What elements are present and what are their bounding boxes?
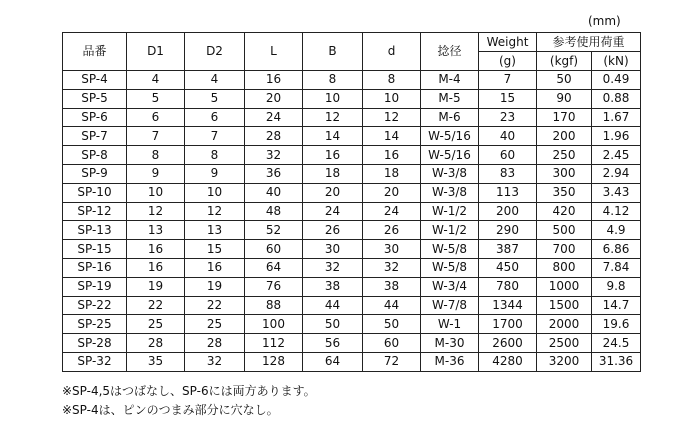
header-b: B [303,33,363,71]
cell-thread: M-6 [421,108,479,127]
cell-d2: 16 [185,258,245,277]
cell-thread: M-30 [421,334,479,353]
cell-d1: 7 [127,127,185,146]
table-row [63,183,641,202]
cell-d1: 25 [127,315,185,334]
cell-d1: 13 [127,221,185,240]
cell-part: SP-19 [63,277,127,296]
cell-weight: 15 [479,89,537,108]
cell-kgf: 50 [537,71,592,90]
cell-b: 16 [303,146,363,165]
header-weight-unit: (g) [479,52,537,71]
table-body [63,71,641,372]
cell-d: 72 [363,352,421,371]
cell-d1: 4 [127,71,185,90]
cell-kgf: 1000 [537,277,592,296]
cell-kgf: 90 [537,89,592,108]
cell-l: 100 [245,315,303,334]
cell-d2: 4 [185,71,245,90]
cell-d1: 9 [127,164,185,183]
table-row [63,108,641,127]
cell-part: SP-6 [63,108,127,127]
cell-part: SP-10 [63,183,127,202]
cell-d2: 12 [185,202,245,221]
cell-b: 14 [303,127,363,146]
cell-kgf: 200 [537,127,592,146]
cell-weight: 40 [479,127,537,146]
cell-kgf: 2000 [537,315,592,334]
cell-thread: M-4 [421,71,479,90]
cell-l: 112 [245,334,303,353]
cell-d1: 16 [127,240,185,259]
cell-part: SP-22 [63,296,127,315]
cell-b: 26 [303,221,363,240]
cell-b: 30 [303,240,363,259]
cell-d2: 13 [185,221,245,240]
cell-thread: M-5 [421,89,479,108]
cell-weight: 83 [479,164,537,183]
cell-d2: 9 [185,164,245,183]
cell-part: SP-13 [63,221,127,240]
cell-d2: 8 [185,146,245,165]
cell-kgf: 250 [537,146,592,165]
cell-d: 60 [363,334,421,353]
cell-b: 64 [303,352,363,371]
table-row [63,277,641,296]
cell-l: 128 [245,352,303,371]
cell-thread: W-3/8 [421,183,479,202]
cell-weight: 1700 [479,315,537,334]
note-2: ※SP-4は、ピンのつまみ部分に穴なし。 [62,403,279,417]
cell-d1: 28 [127,334,185,353]
cell-d1: 35 [127,352,185,371]
cell-d1: 6 [127,108,185,127]
table-row [63,146,641,165]
cell-kn: 1.96 [592,127,641,146]
cell-d1: 22 [127,296,185,315]
cell-weight: 7 [479,71,537,90]
cell-d2: 22 [185,296,245,315]
cell-l: 24 [245,108,303,127]
cell-b: 44 [303,296,363,315]
cell-d: 30 [363,240,421,259]
cell-part: SP-16 [63,258,127,277]
cell-d: 26 [363,221,421,240]
cell-l: 28 [245,127,303,146]
cell-d: 32 [363,258,421,277]
cell-kgf: 1500 [537,296,592,315]
cell-l: 16 [245,71,303,90]
cell-b: 50 [303,315,363,334]
cell-b: 8 [303,71,363,90]
spec-table [62,32,641,372]
cell-kn: 3.43 [592,183,641,202]
cell-weight: 60 [479,146,537,165]
cell-kgf: 800 [537,258,592,277]
header-row-1 [63,33,641,52]
header-d2: D2 [185,33,245,71]
cell-weight: 450 [479,258,537,277]
cell-d1: 10 [127,183,185,202]
cell-b: 12 [303,108,363,127]
cell-l: 48 [245,202,303,221]
cell-kgf: 420 [537,202,592,221]
cell-kgf: 300 [537,164,592,183]
cell-part: SP-28 [63,334,127,353]
cell-kn: 9.8 [592,277,641,296]
note-1: ※SP-4,5はつばなし、SP-6には両方あります。 [62,384,316,398]
header-load-group: 参考使用荷重 [537,33,641,52]
cell-l: 64 [245,258,303,277]
cell-part: SP-15 [63,240,127,259]
table-row [63,258,641,277]
table-row [63,164,641,183]
cell-kgf: 500 [537,221,592,240]
cell-weight: 23 [479,108,537,127]
cell-weight: 1344 [479,296,537,315]
cell-d: 16 [363,146,421,165]
cell-kn: 2.94 [592,164,641,183]
cell-part: SP-25 [63,315,127,334]
cell-kn: 0.88 [592,89,641,108]
cell-l: 32 [245,146,303,165]
cell-part: SP-8 [63,146,127,165]
cell-weight: 2600 [479,334,537,353]
cell-b: 18 [303,164,363,183]
cell-d1: 19 [127,277,185,296]
cell-kn: 7.84 [592,258,641,277]
table-row [63,202,641,221]
table-row [63,89,641,108]
cell-d2: 25 [185,315,245,334]
cell-kn: 4.9 [592,221,641,240]
header-l: L [245,33,303,71]
cell-kgf: 700 [537,240,592,259]
header-d1: D1 [127,33,185,71]
cell-weight: 387 [479,240,537,259]
cell-thread: M-36 [421,352,479,371]
table-row [63,71,641,90]
cell-d: 12 [363,108,421,127]
header-d: d [363,33,421,71]
cell-d1: 8 [127,146,185,165]
cell-kn: 31.36 [592,352,641,371]
cell-l: 60 [245,240,303,259]
cell-part: SP-12 [63,202,127,221]
cell-d2: 10 [185,183,245,202]
cell-d1: 16 [127,258,185,277]
table-row [63,127,641,146]
cell-kn: 1.67 [592,108,641,127]
table-row [63,296,641,315]
table-row [63,334,641,353]
cell-b: 10 [303,89,363,108]
cell-kgf: 170 [537,108,592,127]
cell-l: 52 [245,221,303,240]
cell-thread: W-3/4 [421,277,479,296]
cell-l: 36 [245,164,303,183]
cell-thread: W-5/16 [421,127,479,146]
cell-d2: 15 [185,240,245,259]
cell-d2: 5 [185,89,245,108]
cell-part: SP-4 [63,71,127,90]
cell-kn: 4.12 [592,202,641,221]
cell-thread: W-5/16 [421,146,479,165]
cell-b: 24 [303,202,363,221]
cell-weight: 4280 [479,352,537,371]
cell-part: SP-7 [63,127,127,146]
cell-l: 88 [245,296,303,315]
cell-kn: 19.6 [592,315,641,334]
cell-thread: W-5/8 [421,258,479,277]
cell-part: SP-32 [63,352,127,371]
cell-d2: 28 [185,334,245,353]
cell-d: 38 [363,277,421,296]
cell-d: 50 [363,315,421,334]
cell-thread: W-7/8 [421,296,479,315]
cell-d1: 5 [127,89,185,108]
cell-weight: 200 [479,202,537,221]
cell-b: 56 [303,334,363,353]
header-thread: 捻径 [421,33,479,71]
cell-b: 20 [303,183,363,202]
cell-kn: 24.5 [592,334,641,353]
cell-d: 24 [363,202,421,221]
cell-thread: W-5/8 [421,240,479,259]
cell-d1: 12 [127,202,185,221]
cell-d: 14 [363,127,421,146]
table-row [63,221,641,240]
cell-d2: 19 [185,277,245,296]
table-row [63,240,641,259]
cell-weight: 113 [479,183,537,202]
cell-b: 32 [303,258,363,277]
cell-kn: 0.49 [592,71,641,90]
cell-d2: 7 [185,127,245,146]
cell-kgf: 350 [537,183,592,202]
cell-d: 10 [363,89,421,108]
cell-thread: W-1/2 [421,202,479,221]
table-row [63,352,641,371]
cell-b: 38 [303,277,363,296]
cell-weight: 290 [479,221,537,240]
cell-l: 40 [245,183,303,202]
cell-kn: 14.7 [592,296,641,315]
cell-d2: 32 [185,352,245,371]
cell-kn: 2.45 [592,146,641,165]
table-row [63,315,641,334]
cell-thread: W-1/2 [421,221,479,240]
header-weight: Weight [479,33,537,52]
cell-kgf: 2500 [537,334,592,353]
cell-d: 44 [363,296,421,315]
header-load-kn: (kN) [592,52,641,71]
header-part: 品番 [63,33,127,71]
cell-d: 18 [363,164,421,183]
cell-part: SP-5 [63,89,127,108]
notes [62,382,316,420]
cell-d: 20 [363,183,421,202]
cell-thread: W-1 [421,315,479,334]
cell-l: 76 [245,277,303,296]
cell-weight: 780 [479,277,537,296]
header-load-kgf: (kgf) [537,52,592,71]
cell-thread: W-3/8 [421,164,479,183]
cell-part: SP-9 [63,164,127,183]
cell-d: 8 [363,71,421,90]
cell-kn: 6.86 [592,240,641,259]
cell-l: 20 [245,89,303,108]
unit-label: (mm) [588,14,621,28]
cell-d2: 6 [185,108,245,127]
cell-kgf: 3200 [537,352,592,371]
